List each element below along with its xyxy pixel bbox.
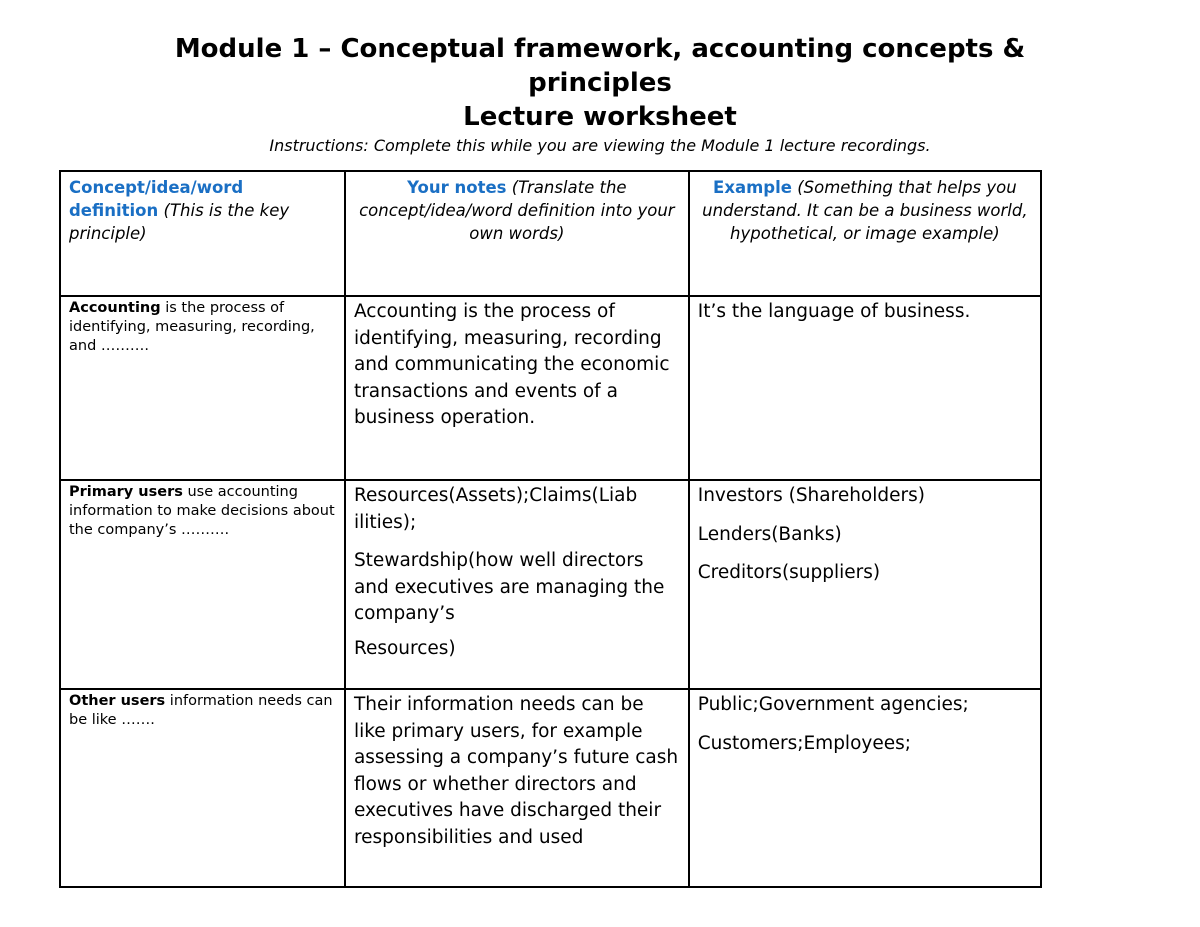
header-concept [60,171,345,296]
page-subtitle: Lecture worksheet [463,102,737,132]
table-row [60,480,1041,689]
concept-cell [60,689,345,887]
page-title [100,32,1100,100]
header-notes [345,171,689,296]
notes-text: Resources) [353,637,456,659]
notes-text: Accounting is the process of identifying, measuring, recording and communicating the economic transactions and events of a business operation. [353,301,670,428]
notes-cell [345,689,689,887]
table-row [60,689,1041,887]
header-example-label: Example [713,178,792,197]
notes-cell [345,480,689,689]
example-text: Lenders(Banks) [697,523,842,545]
concept-definition: information needs can be like ……. [69,693,333,728]
concept-definition: use accounting information to make decisions about the company’s ………. [69,484,335,538]
header-concept-label: Concept/idea/word definition [69,178,244,220]
notes-text: Stewardship(how well directors and executives are managing the company’s [353,550,665,624]
example-text: Investors (Shareholders) [697,485,925,506]
example-cell [689,480,1041,689]
concept-cell [60,296,345,480]
concept-term: Other users [69,693,166,709]
concept-cell [60,480,345,689]
example-text: It’s the language of business. [697,301,971,322]
concept-term: Accounting [69,300,161,316]
header-example-note: (Something that helps you understand. It can be a business world, hypothetical, or image example) [702,178,1028,243]
table-header-row [60,171,1041,296]
example-text: Creditors(suppliers) [697,562,881,583]
example-text: Customers;Employees; [697,732,911,754]
example-text: Public;Government agencies; [697,694,969,715]
notes-cell [345,296,689,480]
title-line-1: Module 1 – Conceptual framework, accounting concepts & [174,34,1026,64]
instructions-text: Instructions: Complete this while you are viewing the Module 1 lecture recordings. [269,136,931,155]
header-example [689,171,1041,296]
concept-term: Primary users [69,484,183,500]
notes-text: Resources(Assets);Claims(Liab ilities); [353,485,638,533]
header-notes-note: (Translate the concept/idea/word definition into your own words) [359,178,675,243]
table-row [60,296,1041,480]
header-concept-note: (This is the key principle) [69,201,290,243]
example-cell [689,689,1041,887]
worksheet-table [59,170,1042,888]
example-cell [689,296,1041,480]
header-notes-label: Your notes [407,178,507,197]
title-line-2: principles [528,68,672,98]
concept-definition: is the process of identifying, measuring, recording, and ………. [69,300,315,354]
notes-text: Their information needs can be like primary users, for example assessing a company’s future cash flows or whether directors and executives have discharged their responsibilities and used [353,694,679,848]
